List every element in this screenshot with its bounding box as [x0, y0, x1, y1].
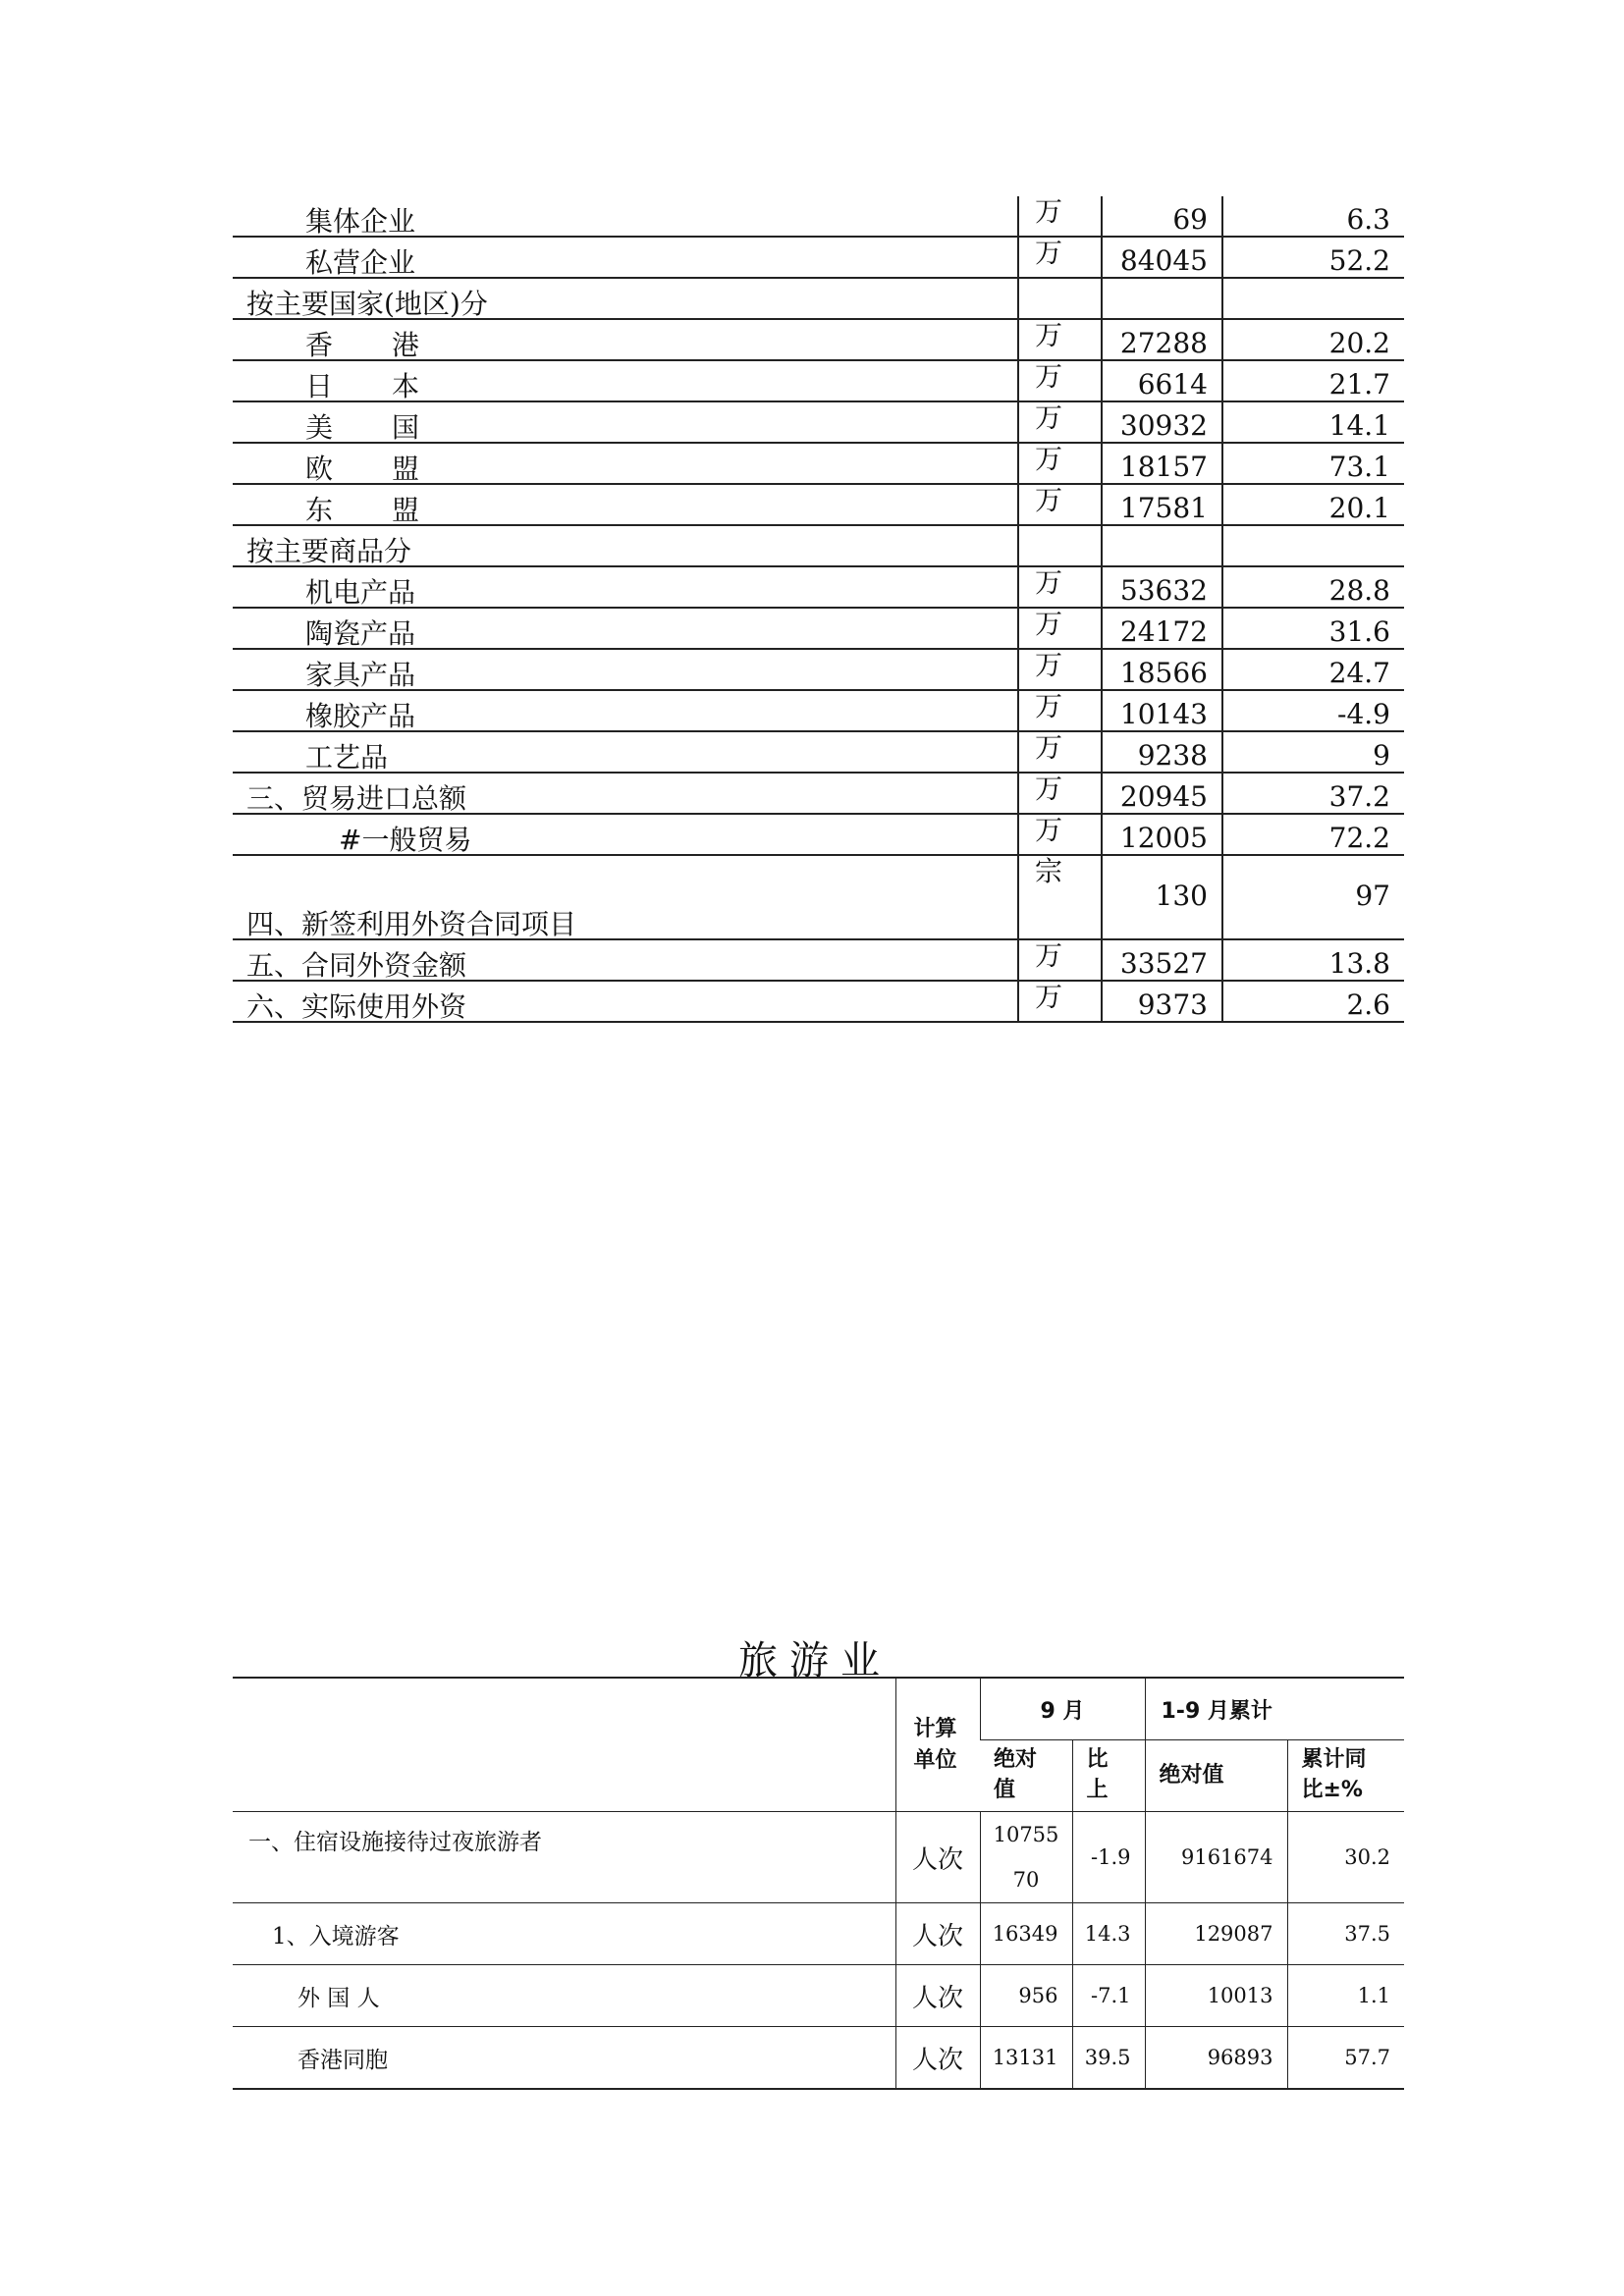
cum-pct-cell: 1.1 [1287, 1965, 1404, 2027]
month-abs-cell: 13131 [980, 2027, 1072, 2090]
value-cell: 17581 [1102, 484, 1222, 525]
month-pct-cell: -7.1 [1072, 1965, 1145, 2027]
unit-cell: 万 [1018, 401, 1102, 443]
pct-cell: 20.1 [1222, 484, 1404, 525]
pct-cell: 9 [1222, 731, 1404, 773]
header-cum-pct [1287, 1740, 1404, 1812]
pct-cell: 73.1 [1222, 443, 1404, 484]
tourism-title: 旅游业 [738, 1638, 892, 1683]
unit-cell: 万 [1018, 196, 1102, 237]
table-row [233, 731, 1404, 773]
tourism-table [233, 1677, 1404, 2090]
section-row [233, 939, 1404, 981]
month-pct-cell: 39.5 [1072, 2027, 1145, 2090]
header-line: 绝对 [994, 1747, 1038, 1773]
unit-cell: 万 [1018, 608, 1102, 649]
row-label-part: 香 [305, 329, 334, 360]
row-label: 私营企业 [233, 237, 1018, 278]
unit-cell: 万 [1018, 237, 1102, 278]
cum-pct-cell: 30.2 [1287, 1812, 1404, 1903]
row-label: 香港同胞 [233, 2027, 895, 2090]
pct-cell [1222, 525, 1404, 566]
table-row [233, 1903, 1404, 1965]
unit-cell: 人次 [895, 1903, 980, 1965]
value-cell: 27288 [1102, 319, 1222, 360]
row-label: 陶瓷产品 [233, 608, 1018, 649]
table-row [233, 2027, 1404, 2090]
value-cell: 84045 [1102, 237, 1222, 278]
pct-cell: 72.2 [1222, 814, 1404, 855]
cum-pct-cell: 37.5 [1287, 1903, 1404, 1965]
table-row [233, 608, 1404, 649]
value-cell [1102, 278, 1222, 319]
value-cell: 10143 [1102, 690, 1222, 731]
unit-cell: 万 [1018, 939, 1102, 981]
month-pct-cell: 14.3 [1072, 1903, 1145, 1965]
row-label: #一般贸易 [233, 814, 1018, 855]
row-label: 机电产品 [233, 566, 1018, 608]
header-cumulative: 1-9 月累计 [1145, 1678, 1404, 1740]
row-label [233, 443, 1018, 484]
cum-pct-cell: 57.7 [1287, 2027, 1404, 2090]
row-label: 一、住宿设施接待过夜旅游者 [233, 1812, 895, 1903]
row-label [233, 401, 1018, 443]
row-label-part: 盟 [392, 494, 420, 525]
unit-cell: 万 [1018, 484, 1102, 525]
section-row [233, 525, 1404, 566]
value-cell: 30932 [1102, 401, 1222, 443]
header-unit [895, 1678, 980, 1812]
value-cell: 6614 [1102, 360, 1222, 401]
value-cell: 18157 [1102, 443, 1222, 484]
value-cell: 12005 [1102, 814, 1222, 855]
unit-cell: 万 [1018, 360, 1102, 401]
header-line: 比 [1086, 1747, 1109, 1773]
trade-table [233, 196, 1404, 1023]
month-abs-cell: 16349 [980, 1903, 1072, 1965]
section-row [233, 773, 1404, 814]
table-row [233, 443, 1404, 484]
section-label: 按主要国家(地区)分 [233, 278, 1018, 319]
header-row [233, 1678, 1404, 1740]
cum-abs-cell: 9161674 [1145, 1812, 1287, 1903]
table-row [233, 1812, 1404, 1903]
table-row [233, 319, 1404, 360]
row-label-part: 国 [392, 411, 420, 443]
unit-cell: 人次 [895, 1965, 980, 2027]
header-line: 比±% [1301, 1778, 1363, 1802]
row-label-part: 东 [305, 494, 334, 525]
table-row [233, 814, 1404, 855]
unit-cell: 万 [1018, 981, 1102, 1022]
pct-cell: 14.1 [1222, 401, 1404, 443]
header-line: 累计同 [1301, 1747, 1367, 1773]
row-label-part: 港 [392, 329, 420, 360]
table-row [233, 196, 1404, 237]
row-label: 工艺品 [233, 731, 1018, 773]
month-abs-line: 10755 [993, 1823, 1059, 1846]
row-label-part: 美 [305, 411, 334, 443]
section-row [233, 981, 1404, 1022]
month-pct-cell: -1.9 [1072, 1812, 1145, 1903]
row-label: 外 国 人 [233, 1965, 895, 2027]
value-cell: 33527 [1102, 939, 1222, 981]
table-row [233, 237, 1404, 278]
value-cell: 9238 [1102, 731, 1222, 773]
unit-cell [1018, 525, 1102, 566]
section-row [233, 855, 1404, 939]
value-cell: 20945 [1102, 773, 1222, 814]
value-cell: 9373 [1102, 981, 1222, 1022]
row-label-part: 盟 [392, 453, 420, 484]
value-cell: 69 [1102, 196, 1222, 237]
row-label [233, 319, 1018, 360]
section-label: 六、实际使用外资 [233, 981, 1018, 1022]
pct-cell: 13.8 [1222, 939, 1404, 981]
row-label-part: 欧 [305, 453, 334, 484]
row-label [233, 484, 1018, 525]
unit-cell: 万 [1018, 690, 1102, 731]
table-row [233, 690, 1404, 731]
unit-cell: 万 [1018, 566, 1102, 608]
header-abs [980, 1740, 1072, 1812]
unit-cell: 万 [1018, 319, 1102, 360]
header-month: 9 月 [980, 1678, 1145, 1740]
month-abs-cell [980, 1812, 1072, 1903]
header-unit-line: 单位 [913, 1747, 957, 1773]
cum-abs-cell: 129087 [1145, 1903, 1287, 1965]
unit-cell [1018, 278, 1102, 319]
pct-cell: 2.6 [1222, 981, 1404, 1022]
header-blank [233, 1678, 895, 1812]
header-line: 值 [994, 1778, 1016, 1802]
unit-cell: 人次 [895, 1812, 980, 1903]
pct-cell: 21.7 [1222, 360, 1404, 401]
pct-cell: -4.9 [1222, 690, 1404, 731]
table-row [233, 566, 1404, 608]
unit-cell: 万 [1018, 731, 1102, 773]
unit-cell: 万 [1018, 814, 1102, 855]
pct-cell: 24.7 [1222, 649, 1404, 690]
pct-cell: 97 [1222, 855, 1404, 939]
unit-cell: 宗 [1018, 855, 1102, 939]
value-cell [1102, 525, 1222, 566]
month-abs-cell: 956 [980, 1965, 1072, 2027]
pct-cell: 20.2 [1222, 319, 1404, 360]
unit-cell: 万 [1018, 649, 1102, 690]
cum-abs-cell: 96893 [1145, 2027, 1287, 2090]
row-label [233, 360, 1018, 401]
header-unit-line: 计算 [913, 1716, 957, 1741]
value-cell: 24172 [1102, 608, 1222, 649]
table-row [233, 484, 1404, 525]
cum-abs-cell: 10013 [1145, 1965, 1287, 2027]
row-label: 1、入境游客 [233, 1903, 895, 1965]
unit-cell: 万 [1018, 773, 1102, 814]
pct-cell [1222, 278, 1404, 319]
section-row [233, 278, 1404, 319]
table-row [233, 360, 1404, 401]
pct-cell: 37.2 [1222, 773, 1404, 814]
pct-cell: 52.2 [1222, 237, 1404, 278]
value-cell: 53632 [1102, 566, 1222, 608]
pct-cell: 6.3 [1222, 196, 1404, 237]
section-label: 三、贸易进口总额 [233, 773, 1018, 814]
section-label: 四、新签利用外资合同项目 [233, 855, 1018, 939]
row-label: 橡胶产品 [233, 690, 1018, 731]
row-label: 家具产品 [233, 649, 1018, 690]
value-cell: 18566 [1102, 649, 1222, 690]
row-label: 集体企业 [233, 196, 1018, 237]
month-abs-line: 70 [1012, 1868, 1040, 1893]
row-label-part: 日 [305, 370, 334, 401]
header-line: 上 [1086, 1778, 1109, 1802]
value-cell: 130 [1102, 855, 1222, 939]
table-row [233, 649, 1404, 690]
row-label-part: 本 [392, 370, 420, 401]
header-ratio [1072, 1740, 1145, 1812]
section-label: 五、合同外资金额 [233, 939, 1018, 981]
header-cum-abs: 绝对值 [1145, 1740, 1287, 1812]
table-row [233, 1965, 1404, 2027]
pct-cell: 31.6 [1222, 608, 1404, 649]
table-row [233, 401, 1404, 443]
unit-cell: 万 [1018, 443, 1102, 484]
section-label: 按主要商品分 [233, 525, 1018, 566]
pct-cell: 28.8 [1222, 566, 1404, 608]
unit-cell: 人次 [895, 2027, 980, 2090]
